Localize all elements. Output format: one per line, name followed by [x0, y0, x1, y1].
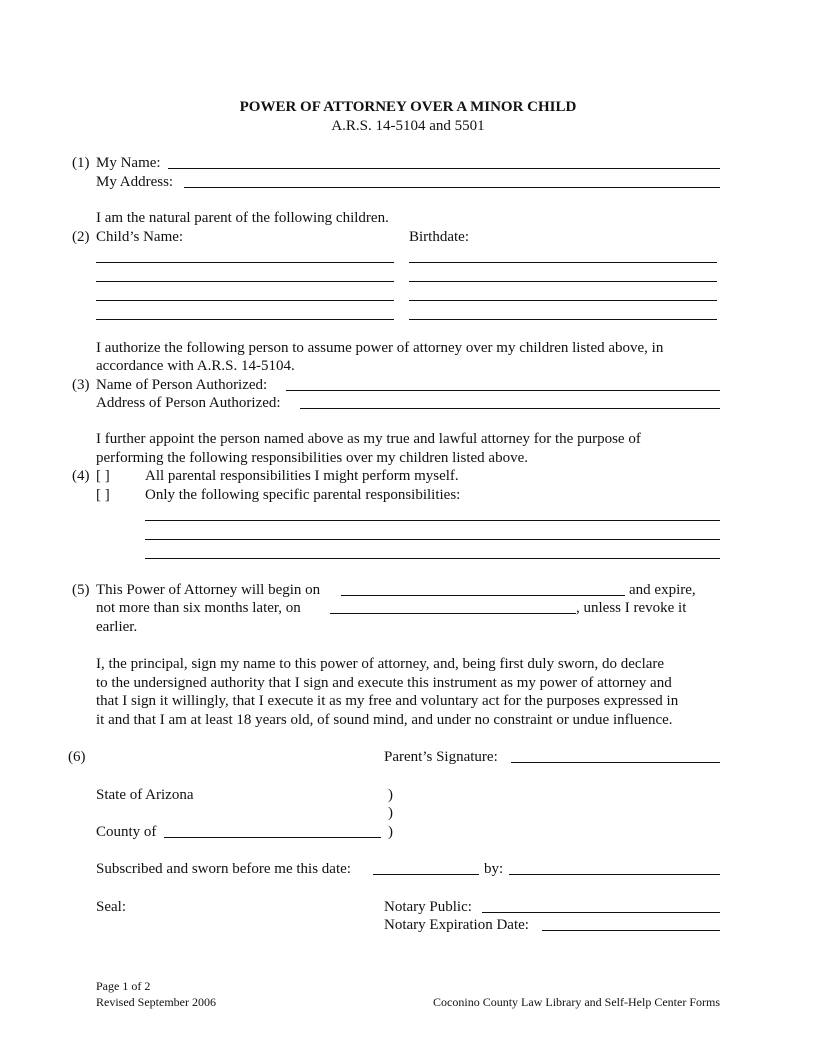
- child-name-input-4[interactable]: [96, 303, 394, 320]
- notary-public-label: Notary Public:: [384, 899, 472, 915]
- my-name-label: My Name:: [96, 155, 161, 171]
- checkbox-specific-responsibilities[interactable]: [ ]: [96, 487, 110, 503]
- footer-page-number: Page 1 of 2: [96, 979, 151, 993]
- children-intro-text: I am the natural parent of the following children.: [96, 210, 389, 226]
- my-name-input[interactable]: [168, 152, 720, 169]
- revoke-label: , unless I revoke it: [576, 600, 687, 616]
- birthdate-input-4[interactable]: [409, 303, 717, 320]
- authorized-address-input[interactable]: [300, 392, 720, 409]
- child-name-input-1[interactable]: [96, 246, 394, 263]
- parent-signature-label: Parent’s Signature:: [384, 749, 498, 765]
- begin-date-input[interactable]: [341, 579, 625, 596]
- section-4-number: (4): [72, 468, 90, 484]
- authorized-name-label: Name of Person Authorized:: [96, 377, 268, 393]
- bracket-paren-2: ): [388, 805, 393, 821]
- section-1-number: (1): [72, 155, 90, 171]
- appoint-intro-line1: I further appoint the person named above as my true and lawful attorney for the purpose of: [96, 431, 641, 447]
- later-label: not more than six months later, on: [96, 600, 301, 616]
- authorized-name-input[interactable]: [286, 374, 720, 391]
- authorized-address-label: Address of Person Authorized:: [96, 395, 281, 411]
- child-name-input-3[interactable]: [96, 284, 394, 301]
- declaration-line3: that I sign it willingly, that I execute it as my free and voluntary act for the purposes expressed in: [96, 693, 679, 709]
- notary-public-input[interactable]: [482, 896, 720, 913]
- county-input[interactable]: [164, 821, 381, 838]
- footer-revised: Revised September 2006: [96, 995, 216, 1009]
- specific-responsibility-input-1[interactable]: [145, 504, 720, 521]
- by-label: by:: [484, 861, 504, 877]
- section-2-number: (2): [72, 229, 90, 245]
- begin-label: This Power of Attorney will begin on: [96, 582, 321, 598]
- form-subtitle: A.R.S. 14-5104 and 5501: [331, 118, 485, 134]
- authorize-intro-line2: accordance with A.R.S. 14-5104.: [96, 358, 295, 374]
- bracket-paren-3: ): [388, 824, 393, 840]
- specific-responsibility-input-2[interactable]: [145, 523, 720, 540]
- parent-signature-input[interactable]: [511, 746, 720, 763]
- seal-label: Seal:: [96, 899, 126, 915]
- birthdate-input-3[interactable]: [409, 284, 717, 301]
- section-5-number: (5): [72, 582, 90, 598]
- state-label: State of Arizona: [96, 787, 194, 803]
- form-title: POWER OF ATTORNEY OVER A MINOR CHILD: [239, 99, 577, 115]
- declaration-line2: to the undersigned authority that I sign and execute this instrument as my power of attorney and: [96, 675, 672, 691]
- option-specific-label: Only the following specific parental responsibilities:: [145, 487, 461, 503]
- expire-date-input[interactable]: [330, 597, 576, 614]
- notary-expiration-input[interactable]: [542, 914, 720, 931]
- specific-responsibility-input-3[interactable]: [145, 542, 720, 559]
- birthdate-label: Birthdate:: [409, 229, 469, 245]
- declaration-line4: it and that I am at least 18 years old, of sound mind, and under no constraint or undue influence.: [96, 712, 673, 728]
- birthdate-input-1[interactable]: [409, 246, 717, 263]
- authorize-intro-line1: I authorize the following person to assume power of attorney over my children listed above, in: [96, 340, 664, 356]
- checkbox-all-responsibilities[interactable]: [ ]: [96, 468, 110, 484]
- sworn-by-input[interactable]: [509, 858, 720, 875]
- appoint-intro-line2: performing the following responsibilities over my children listed above.: [96, 450, 528, 466]
- declaration-line1: I, the principal, sign my name to this power of attorney, and, being first duly sworn, do declare: [96, 656, 665, 672]
- child-name-label: Child’s Name:: [96, 229, 184, 245]
- section-6-number: (6): [68, 749, 86, 765]
- bracket-paren-1: ): [388, 787, 393, 803]
- expire-label: and expire,: [629, 582, 696, 598]
- child-name-input-2[interactable]: [96, 265, 394, 282]
- option-all-label: All parental responsibilities I might perform myself.: [145, 468, 459, 484]
- birthdate-input-2[interactable]: [409, 265, 717, 282]
- notary-expiration-label: Notary Expiration Date:: [384, 917, 529, 933]
- sworn-date-input[interactable]: [373, 858, 479, 875]
- section-3-number: (3): [72, 377, 90, 393]
- subscribed-label: Subscribed and sworn before me this date:: [96, 861, 351, 877]
- earlier-label: earlier.: [96, 619, 138, 635]
- county-label: County of: [96, 824, 157, 840]
- my-address-input[interactable]: [184, 171, 720, 188]
- footer-source: Coconino County Law Library and Self-Help Center Forms: [433, 995, 720, 1009]
- my-address-label: My Address:: [96, 174, 174, 190]
